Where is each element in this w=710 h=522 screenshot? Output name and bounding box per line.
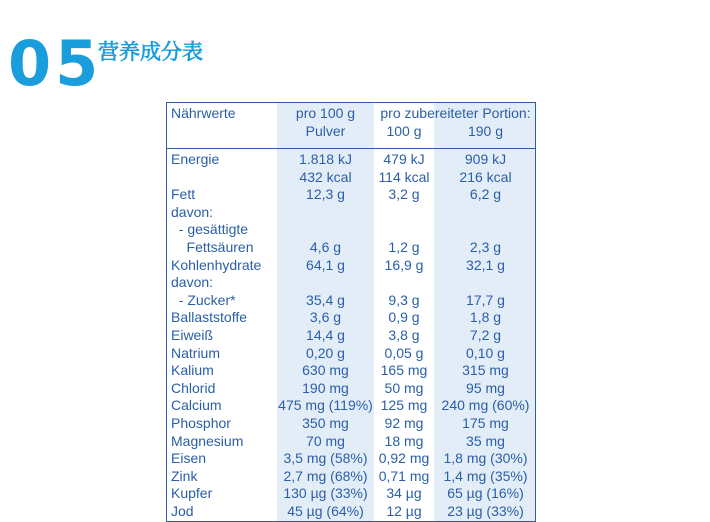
- row-label: Eisen: [171, 450, 207, 467]
- row-value-per-100g-powder: 130 µg (33%): [283, 485, 368, 502]
- header-portion-line1: pro zubereiteter Portion:: [380, 105, 531, 121]
- row-value-per-100g-prepared: 0,9 g: [388, 309, 420, 326]
- row-label: - gesättigte: [171, 221, 249, 238]
- row-value-per-100g-powder: 3,6 g: [309, 309, 342, 326]
- row-label: Kohlenhydrate: [171, 256, 262, 273]
- row-value-per-190g-portion: 0,10 g: [466, 344, 505, 361]
- section-number: 05: [8, 27, 103, 100]
- header-col2-line2: 100 g: [386, 123, 422, 139]
- row-label: - Zucker*: [171, 291, 236, 308]
- row-value-per-100g-powder: 3,5 mg (58%): [283, 450, 368, 467]
- row-value-per-190g-portion: 7,2 g: [469, 327, 502, 343]
- row-value-per-190g-portion: 23 µg (33%): [447, 503, 524, 519]
- row-label: Natrium: [171, 344, 221, 361]
- row-value-per-190g-portion: 17,7 g: [466, 291, 505, 308]
- row-value-per-100g-powder: 64,1 g: [306, 256, 345, 273]
- row-value-per-100g-powder: 35,4 g: [306, 291, 345, 308]
- row-value-per-100g-powder: 45 µg (64%): [287, 503, 364, 519]
- row-value-per-190g-portion: 35 mg: [466, 432, 505, 449]
- row-value-per-190g-portion: 2,3 g: [469, 239, 502, 255]
- nutrition-table: [166, 102, 536, 522]
- row-value-per-190g-portion: 909 kJ: [464, 151, 507, 167]
- row-value-per-100g-powder: 12,3 g: [306, 186, 345, 203]
- row-label: Kalium: [171, 362, 214, 379]
- row-label: Jod: [171, 503, 194, 519]
- row-label: Zink: [171, 467, 198, 484]
- header-col3-line2: 190 g: [467, 123, 504, 139]
- row-value-per-100g-prepared: 3,8 g: [388, 327, 420, 343]
- row-value-per-100g-prepared: 92 mg: [384, 415, 424, 431]
- row-label: Energie: [171, 151, 220, 167]
- row-label: Magnesium: [171, 432, 244, 449]
- row-value-per-100g-prepared: 125 mg: [380, 397, 428, 414]
- row-value-per-100g-powder: 2,7 mg (68%): [283, 467, 368, 484]
- row-value-per-100g-prepared: 0,71 mg: [378, 467, 430, 484]
- row-value-per-190g-portion: 1,4 mg (35%): [443, 467, 528, 484]
- row-value-per-190g-portion: 32,1 g: [466, 256, 505, 273]
- row-value-per-100g-prepared: 50 mg: [384, 379, 424, 396]
- row-value-per-100g-prepared: 16,9 g: [384, 256, 424, 273]
- row-label: Chlorid: [171, 379, 216, 396]
- row-value-per-100g-prepared: 12 µg: [386, 503, 422, 519]
- row-value-per-100g-prepared: 34 µg: [386, 485, 422, 502]
- row-value-per-100g-prepared: 9,3 g: [388, 291, 420, 308]
- row-label: Kupfer: [171, 485, 213, 502]
- row-value-per-100g-prepared: 18 mg: [384, 432, 424, 449]
- row-value-per-100g-powder: 630 mg: [302, 362, 349, 379]
- row-value-per-190g-portion: 240 mg (60%): [441, 397, 530, 414]
- header-col1-line2: Pulver: [305, 123, 346, 139]
- row-value-per-100g-prepared: 114 kcal: [378, 168, 430, 185]
- header-col1-line1: pro 100 g: [295, 105, 356, 121]
- row-value-per-100g-powder: 190 mg: [302, 379, 349, 396]
- row-value-per-100g-powder: 475 mg (119%): [278, 397, 373, 414]
- row-value-per-190g-portion: 315 mg: [462, 362, 509, 379]
- row-label: Ballaststoffe: [171, 309, 248, 326]
- row-value-per-190g-portion: 6,2 g: [469, 186, 502, 203]
- row-value-per-100g-prepared: 3,2 g: [388, 186, 420, 203]
- row-value-per-100g-powder: 1.818 kJ: [299, 151, 352, 167]
- header-divider: [167, 148, 535, 149]
- row-value-per-100g-powder: 4,6 g: [309, 239, 342, 255]
- row-value-per-100g-prepared: 0,05 g: [384, 344, 424, 361]
- row-value-per-190g-portion: 175 mg: [462, 415, 509, 431]
- row-value-per-190g-portion: 216 kcal: [459, 168, 512, 185]
- row-value-per-100g-powder: 432 kcal: [299, 168, 352, 185]
- row-value-per-100g-prepared: 0,92 mg: [378, 450, 430, 467]
- row-value-per-100g-powder: 14,4 g: [306, 327, 345, 343]
- row-value-per-100g-powder: 70 mg: [306, 432, 345, 449]
- row-label: Eiweiß: [171, 327, 214, 343]
- row-value-per-190g-portion: 1,8 mg (30%): [443, 450, 528, 467]
- row-label: Fett: [171, 186, 196, 203]
- row-value-per-100g-powder: 0,20 g: [306, 344, 345, 361]
- row-value-per-190g-portion: 95 mg: [466, 379, 505, 396]
- row-value-per-190g-portion: 65 µg (16%): [447, 485, 524, 502]
- row-label: davon:: [171, 203, 214, 220]
- row-label: Fettsäuren: [171, 239, 254, 255]
- row-label: davon:: [171, 274, 214, 291]
- header-label-naehrwerte: Nährwerte: [171, 105, 236, 121]
- row-value-per-100g-prepared: 1,2 g: [388, 239, 420, 255]
- row-value-per-190g-portion: 1,8 g: [469, 309, 502, 326]
- row-value-per-100g-prepared: 479 kJ: [383, 151, 425, 167]
- row-label: Phosphor: [171, 415, 231, 431]
- row-label: Calcium: [171, 397, 222, 414]
- section-title: 营养成分表: [98, 40, 203, 64]
- row-value-per-100g-prepared: 165 mg: [380, 362, 428, 379]
- row-value-per-100g-powder: 350 mg: [302, 415, 349, 431]
